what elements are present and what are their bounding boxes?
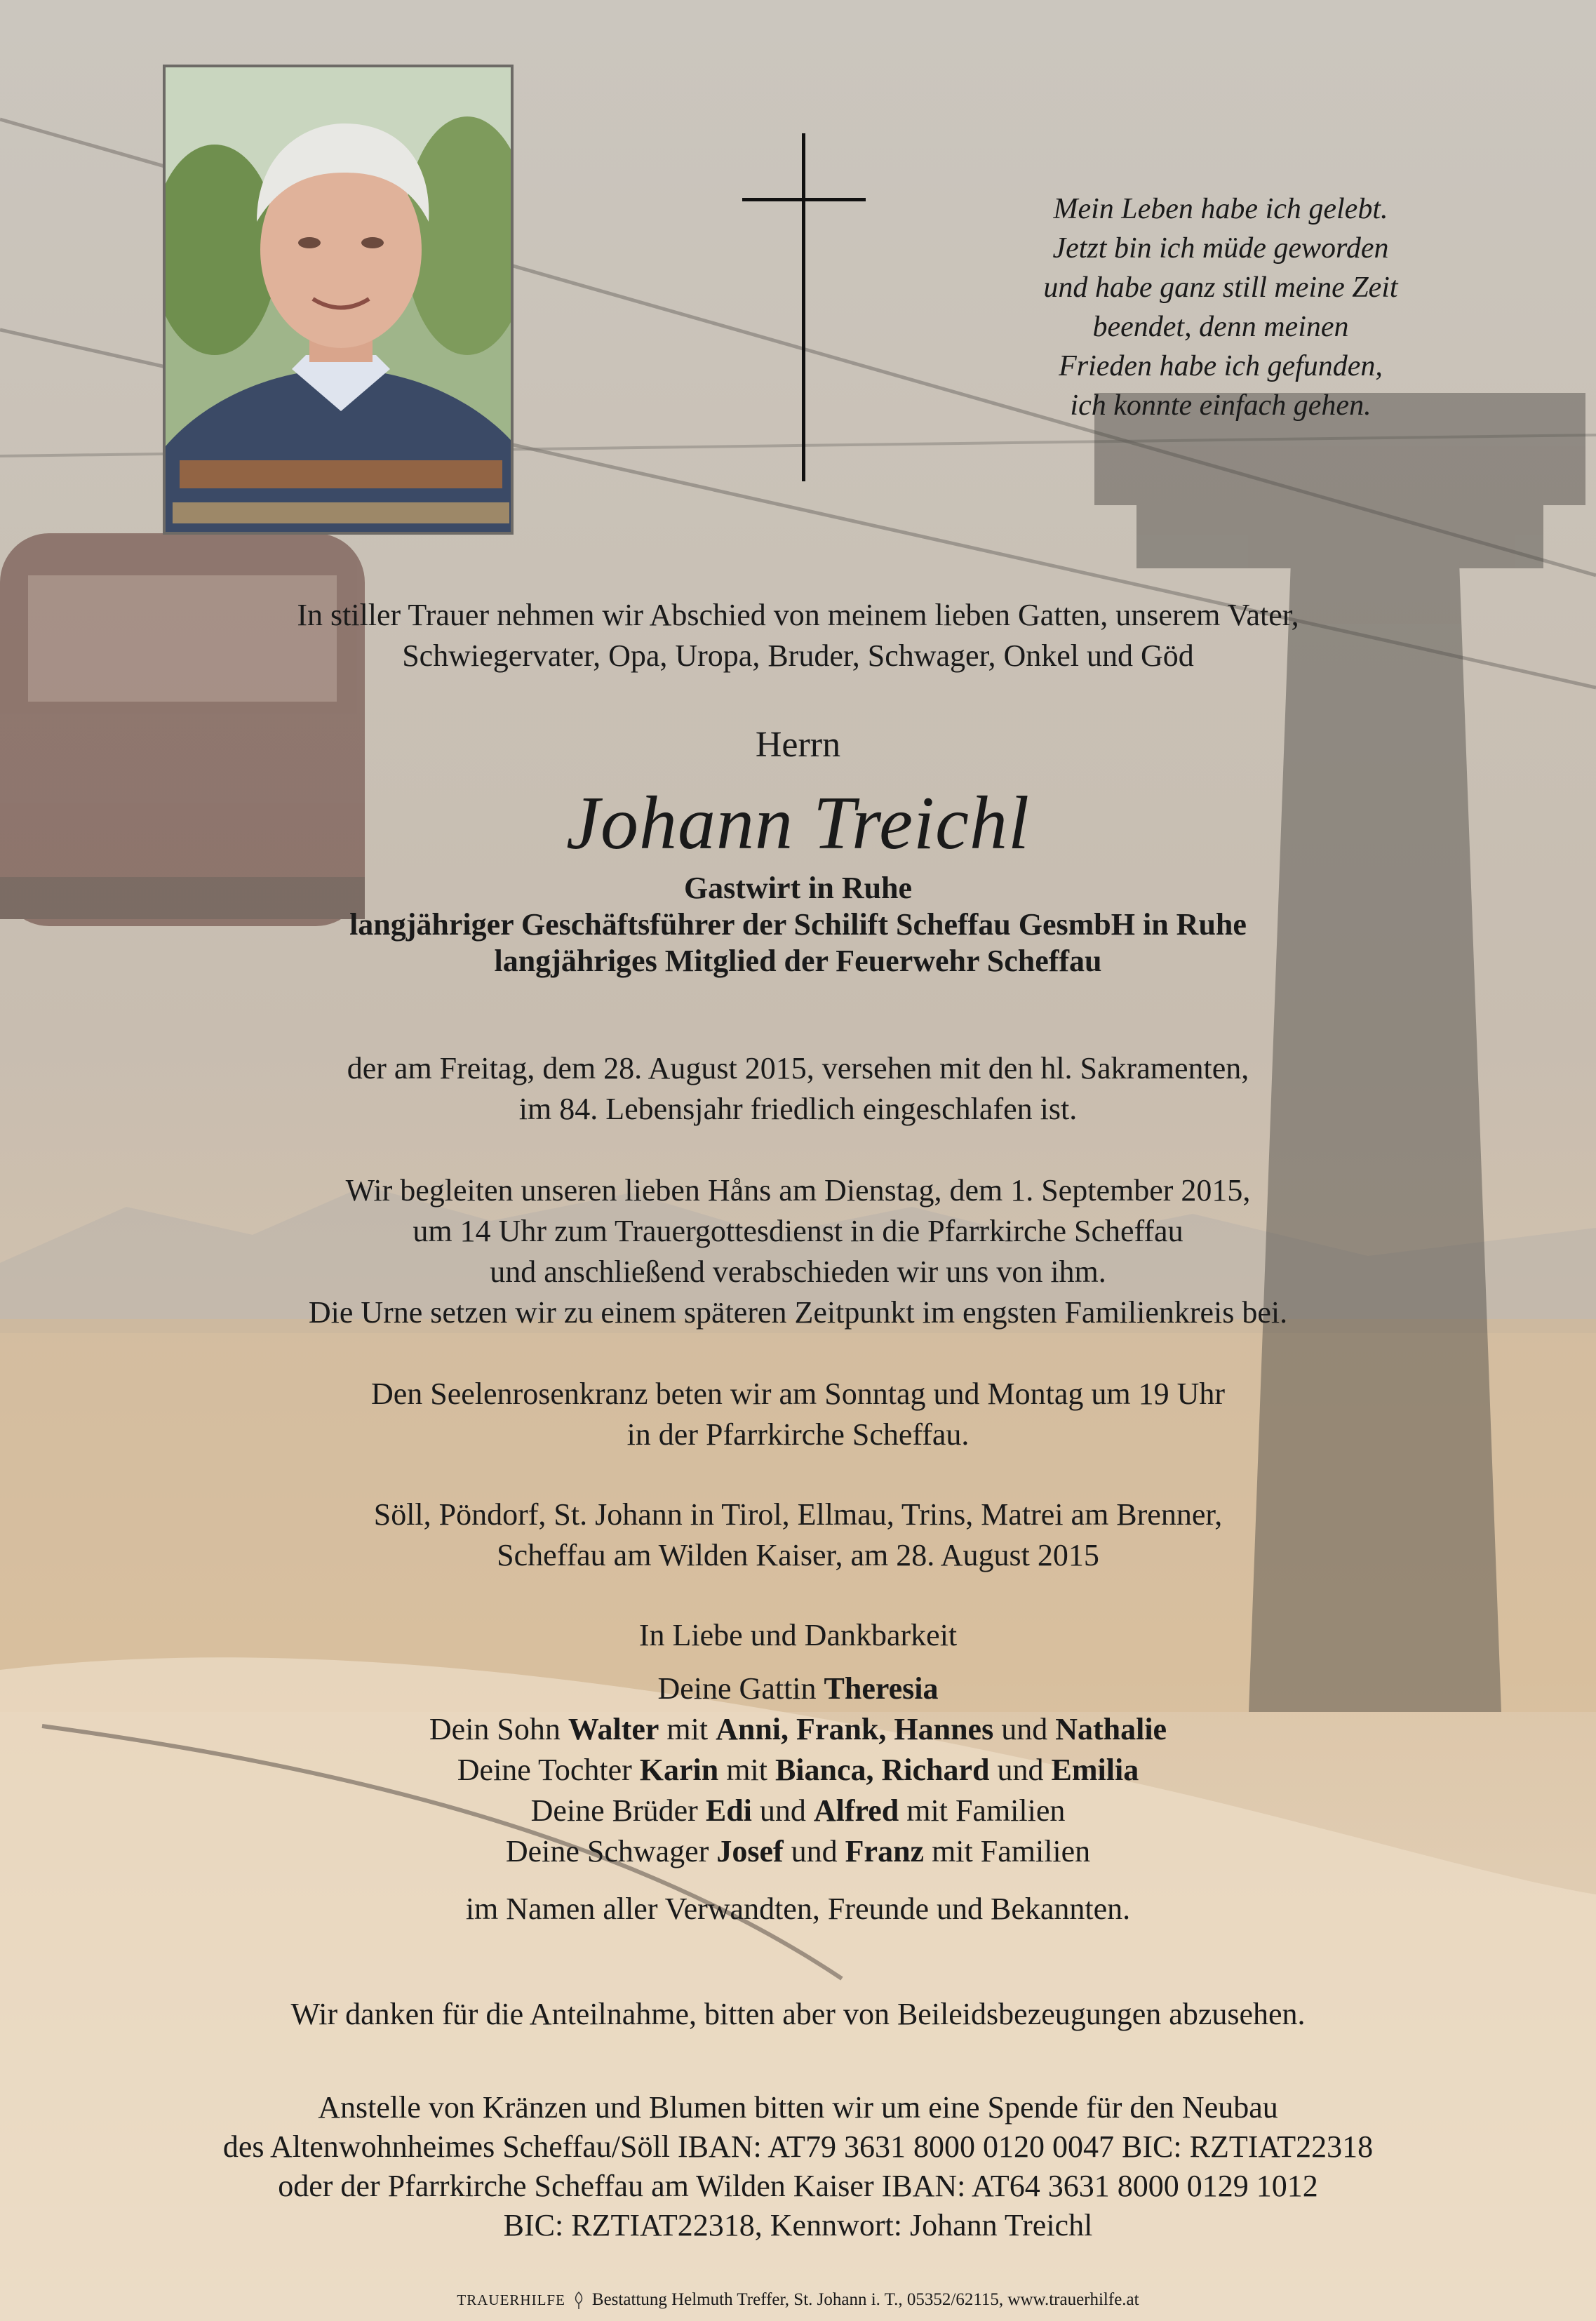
family-son: Dein Sohn Walter mit Anni, Frank, Hannes und Nathalie [429,1712,1167,1746]
donation-line: des Altenwohnheimes Scheffau/Söll IBAN: AT79 3631 8000 0120 0047 BIC: RZTIAT22318 [222,2129,1374,2164]
family-name: Karin [639,1753,719,1787]
footer [0,2289,1596,2311]
family-name: Theresia [824,1671,939,1706]
funeral-line: Die Urne setzen wir zu einem späteren Zeitpunkt im engsten Familienkreis bei. [308,1295,1288,1330]
intro-line: Schwiegervater, Opa, Uropa, Bruder, Schwager, Onkel und Göd [402,638,1194,673]
donation-line: Anstelle von Kränzen und Blumen bitten wir um eine Spende für den Neubau [318,2090,1278,2125]
places-date [0,1494,1596,1576]
footer-brand: TRAUERHILFE [457,2292,565,2308]
family-name: Nathalie [1055,1712,1167,1746]
family-name: Franz [845,1834,925,1868]
funeral-line: um 14 Uhr zum Trauergottesdienst in die Pfarrkirche Scheffau [413,1214,1183,1248]
thanks-line: Wir danken für die Anteilnahme, bitten aber von Beileidsbezeugungen abzusehen. [290,1997,1306,2031]
portrait-photo [163,65,514,535]
funeral-line: Wir begleiten unseren lieben Håns am Dienstag, dem 1. September 2015, [345,1173,1251,1208]
poem-line: ich konnte einfach gehen. [1070,389,1372,422]
footer-text: Bestattung Helmuth Treffer, St. Johann i. T., 05352/62115, www.trauerhilfe.at [591,2290,1139,2309]
relatives-line: im Namen aller Verwandten, Freunde und Bekannten. [465,1892,1131,1926]
family-name: Edi [705,1793,752,1828]
poem [968,189,1473,425]
titles [0,870,1596,979]
deceased-name: Johann Treichl [566,782,1030,865]
family-daughter: Deine Tochter Karin mit Bianca, Richard und Emilia [457,1753,1139,1787]
funeral-home-logo-icon [571,2291,586,2310]
funeral-line: und anschließend verabschieden wir uns von ihm. [490,1255,1106,1289]
family-inlaws: Deine Schwager Josef und Franz mit Familien [505,1834,1091,1868]
donation-line: BIC: RZTIAT22318, Kennwort: Johann Treichl [503,2208,1093,2242]
intro-line: In stiller Trauer nehmen wir Abschied von meinem lieben Gatten, unserem Vater, [297,598,1299,632]
family-wife: Deine Gattin Theresia [657,1671,939,1706]
salutation: Herrn [755,725,841,765]
death-notice-line: der am Freitag, dem 28. August 2015, versehen mit den hl. Sakramenten, [347,1051,1249,1085]
family-name: Anni, Frank, Hannes [716,1712,994,1746]
family-brothers: Deine Brüder Edi und Alfred mit Familien [530,1793,1066,1828]
death-notice-line: im 84. Lebensjahr friedlich eingeschlafen ist. [518,1092,1078,1126]
intro-text [0,595,1596,676]
donation-notice [0,2088,1596,2245]
funeral-details [0,1170,1596,1333]
places-line: Scheffau am Wilden Kaiser, am 28. August 2015 [497,1538,1099,1572]
donation-line: oder der Pfarrkirche Scheffau am Wilden Kaiser IBAN: AT64 3631 8000 0129 1012 [278,2169,1318,2203]
poem-line: beendet, denn meinen [1092,311,1349,343]
gratitude-heading: In Liebe und Dankbarkeit [638,1618,958,1652]
poem-line: Mein Leben habe ich gelebt. [1053,193,1388,225]
family-list [0,1668,1596,1872]
poem-line: und habe ganz still meine Zeit [1043,272,1398,304]
death-notice [0,1048,1596,1130]
title-line: langjähriger Geschäftsführer der Schilift Scheffau GesmbH in Ruhe [349,907,1247,942]
family-name: Walter [568,1712,659,1746]
title-line: langjähriges Mitglied der Feuerwehr Scheffau [494,944,1102,978]
cross-icon [742,133,866,481]
rosary-line: in der Pfarrkirche Scheffau. [626,1417,970,1452]
family-name: Emilia [1051,1753,1139,1787]
family-name: Josef [716,1834,784,1868]
family-name: Alfred [813,1793,899,1828]
rosary-notice [0,1374,1596,1455]
places-line: Söll, Pöndorf, St. Johann in Tirol, Ellmau, Trins, Matrei am Brenner, [373,1497,1223,1532]
poem-line: Jetzt bin ich müde geworden [1052,232,1389,265]
poem-line: Frieden habe ich gefunden, [1059,350,1383,382]
rosary-line: Den Seelenrosenkranz beten wir am Sonntag und Montag um 19 Uhr [370,1377,1226,1411]
family-name: Bianca, Richard [774,1753,990,1787]
title-line: Gastwirt in Ruhe [683,871,913,905]
